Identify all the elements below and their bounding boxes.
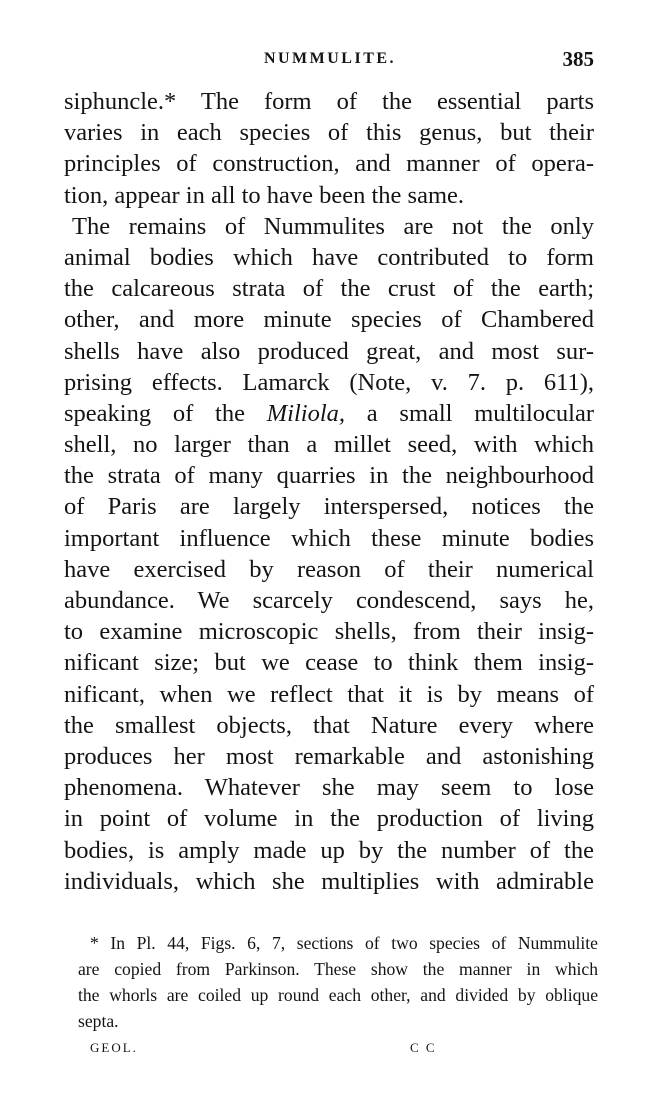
footnote-line: the whorls are coiled up round each other, and divided by oblique bbox=[78, 985, 598, 1005]
text-line: individuals, which she multiplies with admirable bbox=[64, 867, 594, 895]
text-line: animal bodies which have contributed to form bbox=[64, 243, 594, 271]
text-segment: speaking of the bbox=[64, 399, 245, 427]
text-line: phenomena. Whatever she may seem to lose bbox=[64, 774, 594, 802]
text-line bbox=[64, 398, 594, 429]
text-line: other, and more minute species of Chambered bbox=[64, 306, 594, 334]
page-number: 385 bbox=[562, 47, 594, 71]
italic-genus-name: Miliola, bbox=[266, 399, 345, 427]
text-line: bodies, is amply made up by the number of the bbox=[64, 836, 594, 864]
footnote-line: septa. bbox=[78, 1011, 119, 1031]
body-text bbox=[64, 86, 594, 897]
text-line: shells have also produced great, and most sur- bbox=[64, 337, 594, 365]
text-line: the calcareous strata of the crust of the earth; bbox=[64, 275, 594, 303]
signature-mark-right: C C bbox=[410, 1040, 437, 1055]
footnote-line: are copied from Parkinson. These show the manner in which bbox=[78, 959, 598, 979]
text-line: of Paris are largely interspersed, notices the bbox=[64, 493, 594, 521]
text-line: in point of volume in the production of living bbox=[64, 805, 594, 833]
text-line: important influence which these minute bodies bbox=[64, 524, 594, 552]
text-line: The remains of Nummulites are not the only bbox=[72, 212, 594, 240]
text-line: nificant size; but we cease to think them insig- bbox=[64, 649, 594, 677]
text-line: shell, no larger than a millet seed, with which bbox=[64, 431, 594, 459]
signature-row bbox=[90, 1040, 450, 1062]
text-line: have exercised by reason of their numerical bbox=[64, 555, 594, 583]
signature-mark-left: GEOL. bbox=[90, 1040, 138, 1055]
text-line: to examine microscopic shells, from their insig- bbox=[64, 618, 594, 646]
text-line: nificant, when we reflect that it is by means of bbox=[64, 680, 594, 708]
running-title: NUMMULITE. bbox=[263, 50, 397, 67]
text-line: principles of construction, and manner of opera- bbox=[64, 150, 594, 178]
footnote-line: * In Pl. 44, Figs. 6, 7, sections of two species of Nummulite bbox=[90, 933, 598, 953]
running-head bbox=[66, 47, 594, 74]
text-line: tion, appear in all to have been the same. bbox=[64, 181, 465, 209]
text-line: the strata of many quarries in the neighbourhood bbox=[64, 462, 594, 490]
text-line: prising effects. Lamarck (Note, v. 7. p. 611), bbox=[64, 368, 594, 396]
text-line: the smallest objects, that Nature every where bbox=[64, 711, 594, 739]
text-line: produces her most remarkable and astonishing bbox=[64, 742, 594, 770]
text-line: varies in each species of this genus, but their bbox=[64, 119, 594, 147]
text-line: siphuncle.* The form of the essential parts bbox=[64, 88, 594, 115]
text-line: abundance. We scarcely condescend, says he, bbox=[64, 587, 594, 614]
footnote bbox=[78, 930, 598, 1034]
text-segment: a small multilocular bbox=[366, 399, 594, 427]
